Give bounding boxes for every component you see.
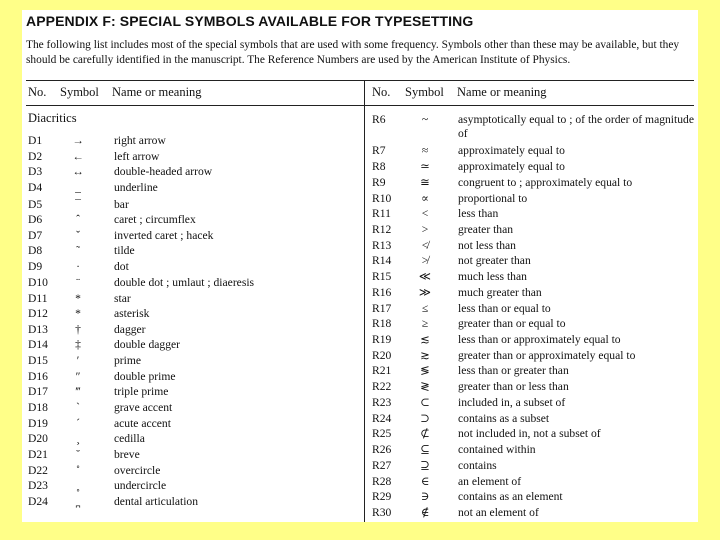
symbol-glyph: ⊄ xyxy=(420,427,430,440)
symbol-name: double dagger xyxy=(114,338,180,351)
symbol-glyph: ¸ xyxy=(76,432,80,445)
symbol-name: left arrow xyxy=(114,150,160,163)
symbol-glyph: ≯ xyxy=(421,254,429,267)
symbol-number: R30 xyxy=(372,506,392,519)
symbol-number: D11 xyxy=(28,292,48,305)
left-header-symbol: Symbol xyxy=(60,85,99,99)
symbol-number: R21 xyxy=(372,364,392,377)
symbol-name: tilde xyxy=(114,244,135,257)
symbol-glyph: ≪ xyxy=(418,270,432,283)
symbol-glyph: ≷ xyxy=(420,380,430,393)
symbol-name: an element of xyxy=(458,475,522,488)
symbol-name: overcircle xyxy=(114,464,161,477)
symbol-number: R18 xyxy=(372,317,392,330)
symbol-number: D10 xyxy=(28,276,48,289)
symbol-glyph: ˘ xyxy=(76,448,80,461)
symbol-number: R11 xyxy=(372,207,391,220)
symbol-name: grave accent xyxy=(114,401,173,414)
symbol-name: undercircle xyxy=(114,479,167,492)
symbol-number: R29 xyxy=(372,490,392,503)
symbol-name: not less than xyxy=(458,239,516,252)
symbol-number: D5 xyxy=(28,198,43,211)
symbol-glyph: † xyxy=(75,323,81,336)
symbol-glyph: ≤ xyxy=(421,302,429,315)
symbol-name: not greater than xyxy=(458,254,531,267)
symbol-number: R13 xyxy=(372,239,392,252)
symbol-name: bar xyxy=(114,198,129,211)
symbol-name: less than or approximately equal to xyxy=(458,333,621,346)
symbol-name: approximately equal to xyxy=(458,144,565,157)
header-bottom-rule xyxy=(26,105,694,106)
right-header-name: Name or meaning xyxy=(457,85,547,99)
symbol-glyph: ⊇ xyxy=(420,459,430,472)
symbol-glyph: ∝ xyxy=(421,192,429,205)
symbol-number: D23 xyxy=(28,479,48,492)
symbol-number: D18 xyxy=(28,401,48,414)
symbol-glyph: ¨ xyxy=(76,276,80,289)
symbol-glyph: ∉ xyxy=(420,506,430,519)
symbol-number: D16 xyxy=(28,370,48,383)
symbol-name: double dot ; umlaut ; diaeresis xyxy=(114,276,255,289)
symbol-number: D6 xyxy=(28,213,43,226)
symbol-glyph: ≮ xyxy=(421,239,429,252)
symbol-name: breve xyxy=(114,448,140,461)
symbol-glyph: ≥ xyxy=(421,317,429,330)
symbol-number: D20 xyxy=(28,432,48,445)
symbol-number: D7 xyxy=(28,229,43,242)
symbol-number: D12 xyxy=(28,307,48,320)
symbol-number: D14 xyxy=(28,338,48,351)
symbol-name: greater than or less than xyxy=(458,380,569,393)
symbol-name: contains xyxy=(458,459,497,472)
symbol-number: D13 xyxy=(28,323,48,336)
symbol-glyph: ∈ xyxy=(420,475,430,488)
symbol-name: congruent to ; approximately equal to xyxy=(458,176,633,189)
symbol-number: D15 xyxy=(28,354,48,367)
symbol-name: contains as an element xyxy=(458,490,563,503)
symbol-glyph: ≲ xyxy=(420,333,430,346)
symbol-glyph: ⊆ xyxy=(420,443,430,456)
symbol-name: greater than xyxy=(458,223,514,236)
symbol-glyph: ˜ xyxy=(76,244,80,257)
symbol-name: caret ; circumflex xyxy=(114,213,196,226)
symbol-name: much less than xyxy=(458,270,527,283)
symbol-name: inverted caret ; hacek xyxy=(114,229,214,242)
symbol-number: D2 xyxy=(28,150,43,163)
symbol-number: R20 xyxy=(372,349,392,362)
symbol-number: R27 xyxy=(372,459,392,472)
symbol-glyph: ′ xyxy=(76,354,80,367)
symbol-glyph: * xyxy=(75,307,81,320)
symbol-glyph: ¯ xyxy=(75,198,81,211)
symbol-name: proportional to xyxy=(458,192,528,205)
symbol-number: R6 xyxy=(372,113,386,126)
symbol-name: star xyxy=(114,292,131,305)
symbol-name: less than or greater than xyxy=(458,364,569,377)
header-top-rule xyxy=(26,80,694,81)
symbol-number: R24 xyxy=(372,412,392,425)
symbol-name: right arrow xyxy=(114,134,166,147)
symbol-number: R28 xyxy=(372,475,392,488)
symbol-glyph: ˚ xyxy=(76,464,80,477)
symbol-number: R9 xyxy=(372,176,386,189)
symbol-number: D22 xyxy=(28,464,48,477)
symbol-name: underline xyxy=(114,181,158,194)
symbol-number: R7 xyxy=(372,144,386,157)
symbol-name: not an element of xyxy=(458,506,539,519)
symbol-glyph xyxy=(68,495,88,508)
right-header-symbol: Symbol xyxy=(405,85,444,99)
symbol-glyph: * xyxy=(75,292,81,305)
document-page xyxy=(22,10,698,522)
intro-paragraph: The following list includes most of the special symbols that are used with some frequency. Symbols other than these may be available, but they should be carefully identified in the manuscript. The Reference Numbers are used by the American Institute of Physics. xyxy=(26,39,680,66)
symbol-glyph: ` xyxy=(76,401,80,414)
symbol-glyph: → xyxy=(72,134,84,147)
symbol-number: D1 xyxy=(28,134,43,147)
symbol-number: R8 xyxy=(372,160,386,173)
symbol-glyph: ˳ xyxy=(76,479,80,492)
symbol-name: double prime xyxy=(114,370,176,383)
symbol-name: asterisk xyxy=(114,307,150,320)
symbol-number: R16 xyxy=(372,286,392,299)
symbol-name: double-headed arrow xyxy=(114,165,213,178)
column-divider xyxy=(364,80,365,522)
symbol-glyph: ‴ xyxy=(75,385,81,398)
symbol-name: contained within xyxy=(458,443,536,456)
left-header-no: No. xyxy=(28,85,47,99)
symbol-number: R12 xyxy=(372,223,392,236)
symbol-name: approximately equal to xyxy=(458,160,565,173)
symbol-number: R14 xyxy=(372,254,392,267)
section-label-diacritics: Diacritics xyxy=(28,111,77,125)
symbol-glyph: _ xyxy=(75,181,81,194)
symbol-name: asymptotically equal to ; of the order of magnitude of xyxy=(458,113,694,140)
symbol-name: much greater than xyxy=(458,286,542,299)
symbol-number: D21 xyxy=(28,448,48,461)
symbol-number: R19 xyxy=(372,333,392,346)
symbol-glyph: ‡ xyxy=(75,338,81,351)
symbol-glyph: ↔ xyxy=(72,165,84,178)
symbol-number: R23 xyxy=(372,396,392,409)
symbol-name: less than xyxy=(458,207,499,220)
symbol-name: dagger xyxy=(114,323,146,336)
symbol-name: prime xyxy=(114,354,142,367)
right-header-no: No. xyxy=(372,85,391,99)
symbol-name: dental articulation xyxy=(114,495,199,508)
symbol-name: acute accent xyxy=(114,417,171,430)
symbol-glyph: ″ xyxy=(75,370,81,383)
symbol-name: greater than or equal to xyxy=(458,317,566,330)
symbol-name: not included in, not a subset of xyxy=(458,427,601,440)
symbol-number: D3 xyxy=(28,165,43,178)
symbol-number: D19 xyxy=(28,417,48,430)
symbol-glyph: ´ xyxy=(76,417,80,430)
symbol-name: triple prime xyxy=(114,385,169,398)
symbol-glyph: < xyxy=(421,207,429,220)
symbol-name: less than or equal to xyxy=(458,302,551,315)
symbol-glyph: ≫ xyxy=(418,286,432,299)
symbol-glyph: ⊂ xyxy=(420,396,430,409)
symbol-number: D9 xyxy=(28,260,43,273)
symbol-number: R22 xyxy=(372,380,392,393)
symbol-glyph: ˇ xyxy=(76,229,80,242)
symbol-glyph: ∋ xyxy=(420,490,430,503)
symbol-name: greater than or approximately equal to xyxy=(458,349,636,362)
left-header-name: Name or meaning xyxy=(112,85,202,99)
page-title: APPENDIX F: SPECIAL SYMBOLS AVAILABLE FOR TYPESETTING xyxy=(26,13,474,29)
symbol-name: dot xyxy=(114,260,129,273)
symbol-glyph: ~ xyxy=(421,113,429,126)
symbol-number: D17 xyxy=(28,385,48,398)
symbol-glyph: ˆ xyxy=(76,213,80,226)
symbol-name: cedilla xyxy=(114,432,145,445)
symbol-glyph: ≈ xyxy=(421,144,429,157)
symbol-number: D8 xyxy=(28,244,43,257)
symbol-number: R26 xyxy=(372,443,392,456)
symbol-glyph: > xyxy=(421,223,429,236)
symbol-number: R25 xyxy=(372,427,392,440)
symbol-name: contains as a subset xyxy=(458,412,550,425)
symbol-glyph: ≳ xyxy=(420,349,430,362)
symbol-number: R15 xyxy=(372,270,392,283)
symbol-number: D4 xyxy=(28,181,43,194)
symbol-number: R10 xyxy=(372,192,392,205)
symbol-glyph: ⊃ xyxy=(420,412,430,425)
symbol-glyph: ≅ xyxy=(420,176,430,189)
symbol-name: included in, a subset of xyxy=(458,396,566,409)
symbol-number: D24 xyxy=(28,495,48,508)
symbol-glyph: ≃ xyxy=(420,160,430,173)
symbol-glyph: · xyxy=(76,260,80,273)
symbol-glyph: ← xyxy=(72,150,84,163)
symbol-number: R17 xyxy=(372,302,392,315)
symbol-glyph: ≶ xyxy=(420,364,430,377)
